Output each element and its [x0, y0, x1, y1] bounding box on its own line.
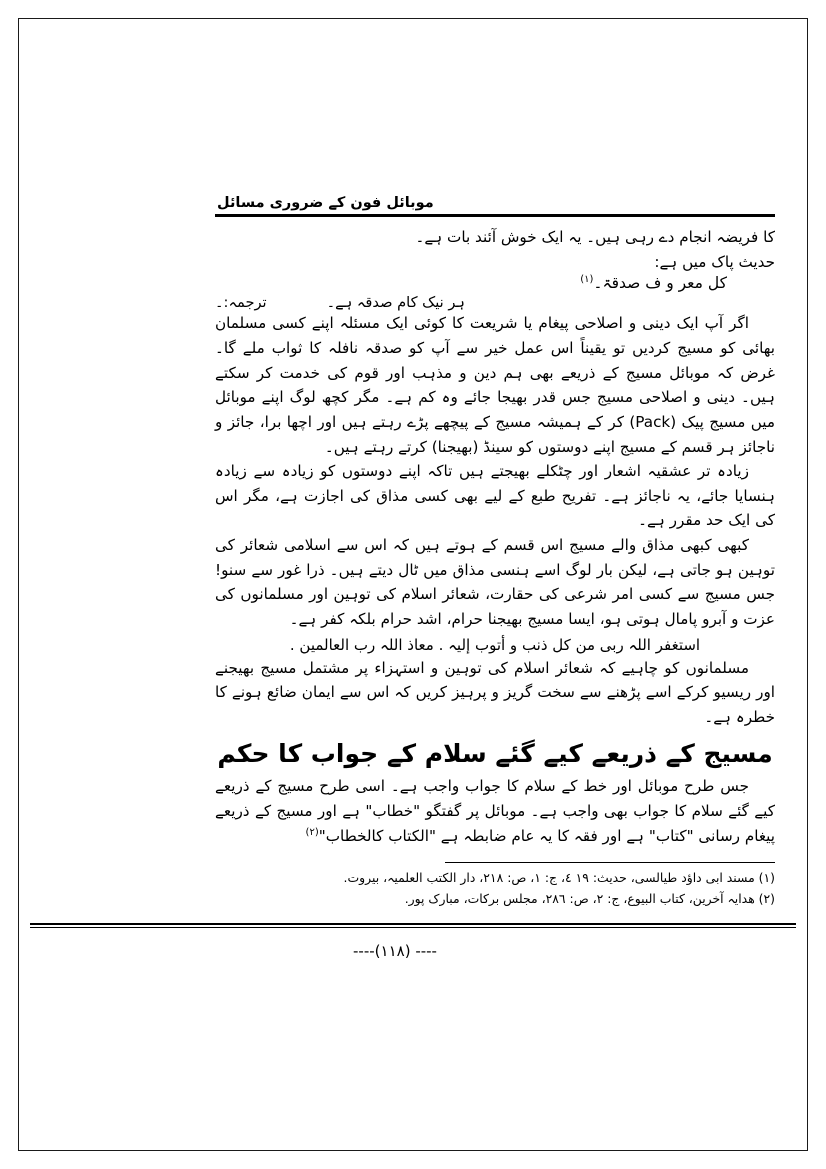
translation-text: ہر نیک کام صدقہ ہے۔ — [326, 294, 465, 312]
dua-line: استغفر اللہ ربی من کل ذنب و أتوب إلیہ . معاذ اللہ رب العالمین . — [289, 635, 701, 654]
translation-label: ترجمہ:۔ — [215, 294, 267, 312]
running-header: موبائل فون کے ضروری مسائل — [217, 195, 434, 211]
section-heading: مسیج کے ذریعے کیے گئے سلام کے جواب کا حکم — [217, 739, 773, 769]
footnote-1: (۱) مسند ابی داؤد طیالسی، حدیث: ۱۹ ٤، ج: ۱، ص: ۲۱۸، دار الکتب العلمیہ، بیروت. — [343, 870, 775, 886]
paragraph-1: اگر آپ ایک دینی و اصلاحی پیغام یا شریعت کا کوئی ایک مسئلہ اپنے کسی مسلمان بھائی کو مسیج کردیں تو یقیناً اس عمل خیر سے آپ کو صدقہ نافلہ کا ثواب ملے گا۔ غرض کہ موبائل مسیج کے ذریعے بھی ہم دین و مذہب اور قوم کی خدمت کر سکتے ہیں۔ دینی و اصلاحی مسیج جس قدر بھیجا جائے وہ کم ہے۔ مگر کچھ لوگ اپنے موبائل میں مسیج پیک (Pack) کر کے ہمیشہ مسیج کے پیچھے پڑے رہتے ہیں اور اچھا برا، جائز و ناجائز ہر قسم کے مسیج اپنے دوستوں کو سینڈ (بھیجنا) کرتے رہتے ہیں۔ — [215, 314, 775, 456]
hadith-intro-line: حدیث پاک میں ہے: — [654, 252, 775, 271]
hadith-text — [215, 274, 775, 292]
footer-divider — [30, 923, 796, 928]
continuation-line: کا فریضہ انجام دے رہی ہیں۔ یہ ایک خوش آئند بات ہے۔ — [415, 228, 775, 246]
paragraph-3: کبھی کبھی مذاق والے مسیج اس قسم کے ہوتے ہیں کہ اس سے اسلامی شعائر کی توہین ہو جاتی ہے، لیکن بار لوگ اسے ہنسی مذاق میں ٹال دیتے ہیں۔ ذرا غور سے سنو! جس مسیج سے کسی امر شرعی کی حقارت، شعائر اسلام کی توہین اور مسلمانوں کی عزت و آبرو پامال ہوتی ہو، ایسا مسیج بھیجنا حرام، اشد حرام بلکہ کفر ہے۔ — [215, 536, 775, 628]
paragraph-4: مسلمانوں کو چاہیے کہ شعائر اسلام کی توہین و استہزاء پر مشتمل مسیج بھیجنے اور ریسیو کرکے اسے پڑھنے سے سخت گریز و پرہیز کریں کہ اس سے ایمان ضائع ہونے کا خطرہ ہے۔ — [215, 658, 775, 726]
page-number: ---- (۱۱۸)---- — [353, 942, 437, 960]
translation-row — [215, 294, 775, 311]
section-paragraph-1 — [215, 774, 775, 848]
section-paragraph-1-text: جس طرح موبائل اور خط کے سلام کا جواب واجب ہے۔ اسی طرح مسیج کے ذریعے کیے گئے سلام کا جواب بھی واجب ہے۔ موبائل پر گفتگو "خطاب" ہے اور مسیج کے ذریعے پیغام رسانی "کتاب" ہے اور فقہ کا یہ عام ضابطہ ہے "الکتاب کالخطاب" — [215, 777, 775, 845]
section-footnote-marker: (۲) — [305, 826, 319, 838]
hadith-arabic: کل معر و ف صدقۃ۔ — [593, 274, 727, 293]
footnote-2: (۲) ھدایہ آخرین، کتاب البیوع، ج: ۲، ص: ۲۸٦، مجلس برکات، مبارک پور. — [404, 890, 775, 906]
page-content — [215, 195, 775, 909]
hadith-footnote-marker: (۱) — [580, 274, 594, 286]
footnote-divider — [445, 862, 775, 863]
paragraph-2: زیادہ تر عشقیہ اشعار اور چٹکلے بھیجتے ہیں تاکہ اپنے دوستوں کو زیادہ سے زیادہ ہنسایا جائے، یہ ناجائز ہے۔ تفریح طبع کے لیے بھی کسی مذاق کی اجازت ہے، مگر اس کی ایک حد مقرر ہے۔ — [215, 462, 775, 530]
